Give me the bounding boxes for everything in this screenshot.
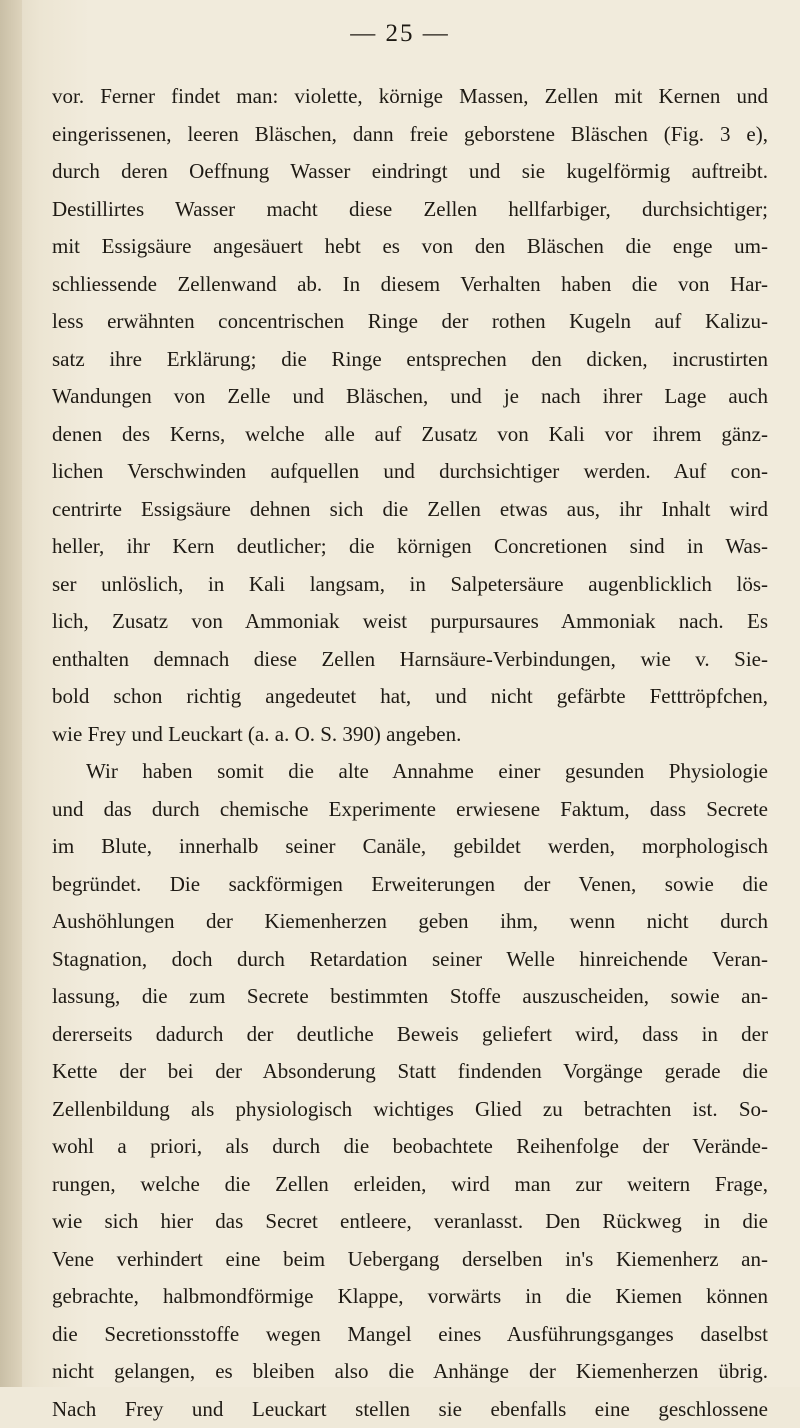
text-line: Stagnation, doch durch Retardation seiner Welle hinreichende Veran- [52,941,768,979]
text-line: centrirte Essigsäure dehnen sich die Zellen etwas aus, ihr Inhalt wird [52,491,768,529]
text-line: ser unlöslich, in Kali langsam, in Salpetersäure augenblicklich lös- [52,566,768,604]
text-line: begründet. Die sackförmigen Erweiterungen der Venen, sowie die [52,866,768,904]
text-line: die Secretionsstoffe wegen Mangel eines Ausführungsganges daselbst [52,1316,768,1354]
text-line: mit Essigsäure angesäuert hebt es von den Bläschen die enge um- [52,228,768,266]
text-line: Nach Frey und Leuckart stellen sie ebenfalls eine geschlossene [52,1391,768,1428]
text-line: lichen Verschwinden aufquellen und durchsichtiger werden. Auf con- [52,453,768,491]
text-line: im Blute, innerhalb seiner Canäle, gebildet werden, morphologisch [52,828,768,866]
text-line: Wir haben somit die alte Annahme einer gesunden Physiologie [52,753,768,791]
text-line: nicht gelangen, es bleiben also die Anhänge der Kiemenherzen übrig. [52,1353,768,1391]
text-line: less erwähnten concentrischen Ringe der rothen Kugeln auf Kalizu- [52,303,768,341]
text-line: Destillirtes Wasser macht diese Zellen hellfarbiger, durchsichtiger; [52,191,768,229]
text-line: durch deren Oeffnung Wasser eindringt und sie kugelförmig auftreibt. [52,153,768,191]
text-line: schliessende Zellenwand ab. In diesem Verhalten haben die von Har- [52,266,768,304]
text-line: satz ihre Erklärung; die Ringe entsprechen den dicken, incrustirten [52,341,768,379]
text-line: enthalten demnach diese Zellen Harnsäure-Verbindungen, wie v. Sie- [52,641,768,679]
text-line: gebrachte, halbmondförmige Klappe, vorwärts in die Kiemen können [52,1278,768,1316]
body-text [52,78,768,1428]
text-line: Wandungen von Zelle und Bläschen, und je nach ihrer Lage auch [52,378,768,416]
text-line: bold schon richtig angedeutet hat, und nicht gefärbte Fetttröpfchen, [52,678,768,716]
text-line: wie Frey und Leuckart (a. a. O. S. 390) angeben. [52,716,768,754]
text-line: lich, Zusatz von Ammoniak weist purpursaures Ammoniak nach. Es [52,603,768,641]
text-line: Zellenbildung als physiologisch wichtiges Glied zu betrachten ist. So- [52,1091,768,1129]
text-line: Vene verhindert eine beim Uebergang derselben in's Kiemenherz an- [52,1241,768,1279]
text-line: heller, ihr Kern deutlicher; die körnigen Concretionen sind in Was- [52,528,768,566]
text-line: eingerissenen, leeren Bläschen, dann freie geborstene Bläschen (Fig. 3 e), [52,116,768,154]
text-line: Aushöhlungen der Kiemenherzen geben ihm, wenn nicht durch [52,903,768,941]
page-gutter-shadow [0,0,22,1387]
text-line: denen des Kerns, welche alle auf Zusatz von Kali vor ihrem gänz- [52,416,768,454]
text-line: dererseits dadurch der deutliche Beweis geliefert wird, dass in der [52,1016,768,1054]
text-line: lassung, die zum Secrete bestimmten Stoffe auszuscheiden, sowie an- [52,978,768,1016]
text-line: rungen, welche die Zellen erleiden, wird man zur weitern Frage, [52,1166,768,1204]
text-line: vor. Ferner findet man: violette, körnige Massen, Zellen mit Kernen und [52,78,768,116]
text-line: Kette der bei der Absonderung Statt findenden Vorgänge gerade die [52,1053,768,1091]
page-number: — 25 — [0,20,800,48]
text-line: wie sich hier das Secret entleere, veranlasst. Den Rückweg in die [52,1203,768,1241]
text-line: und das durch chemische Experimente erwiesene Faktum, dass Secrete [52,791,768,829]
text-line: wohl a priori, als durch die beobachtete Reihenfolge der Verände- [52,1128,768,1166]
